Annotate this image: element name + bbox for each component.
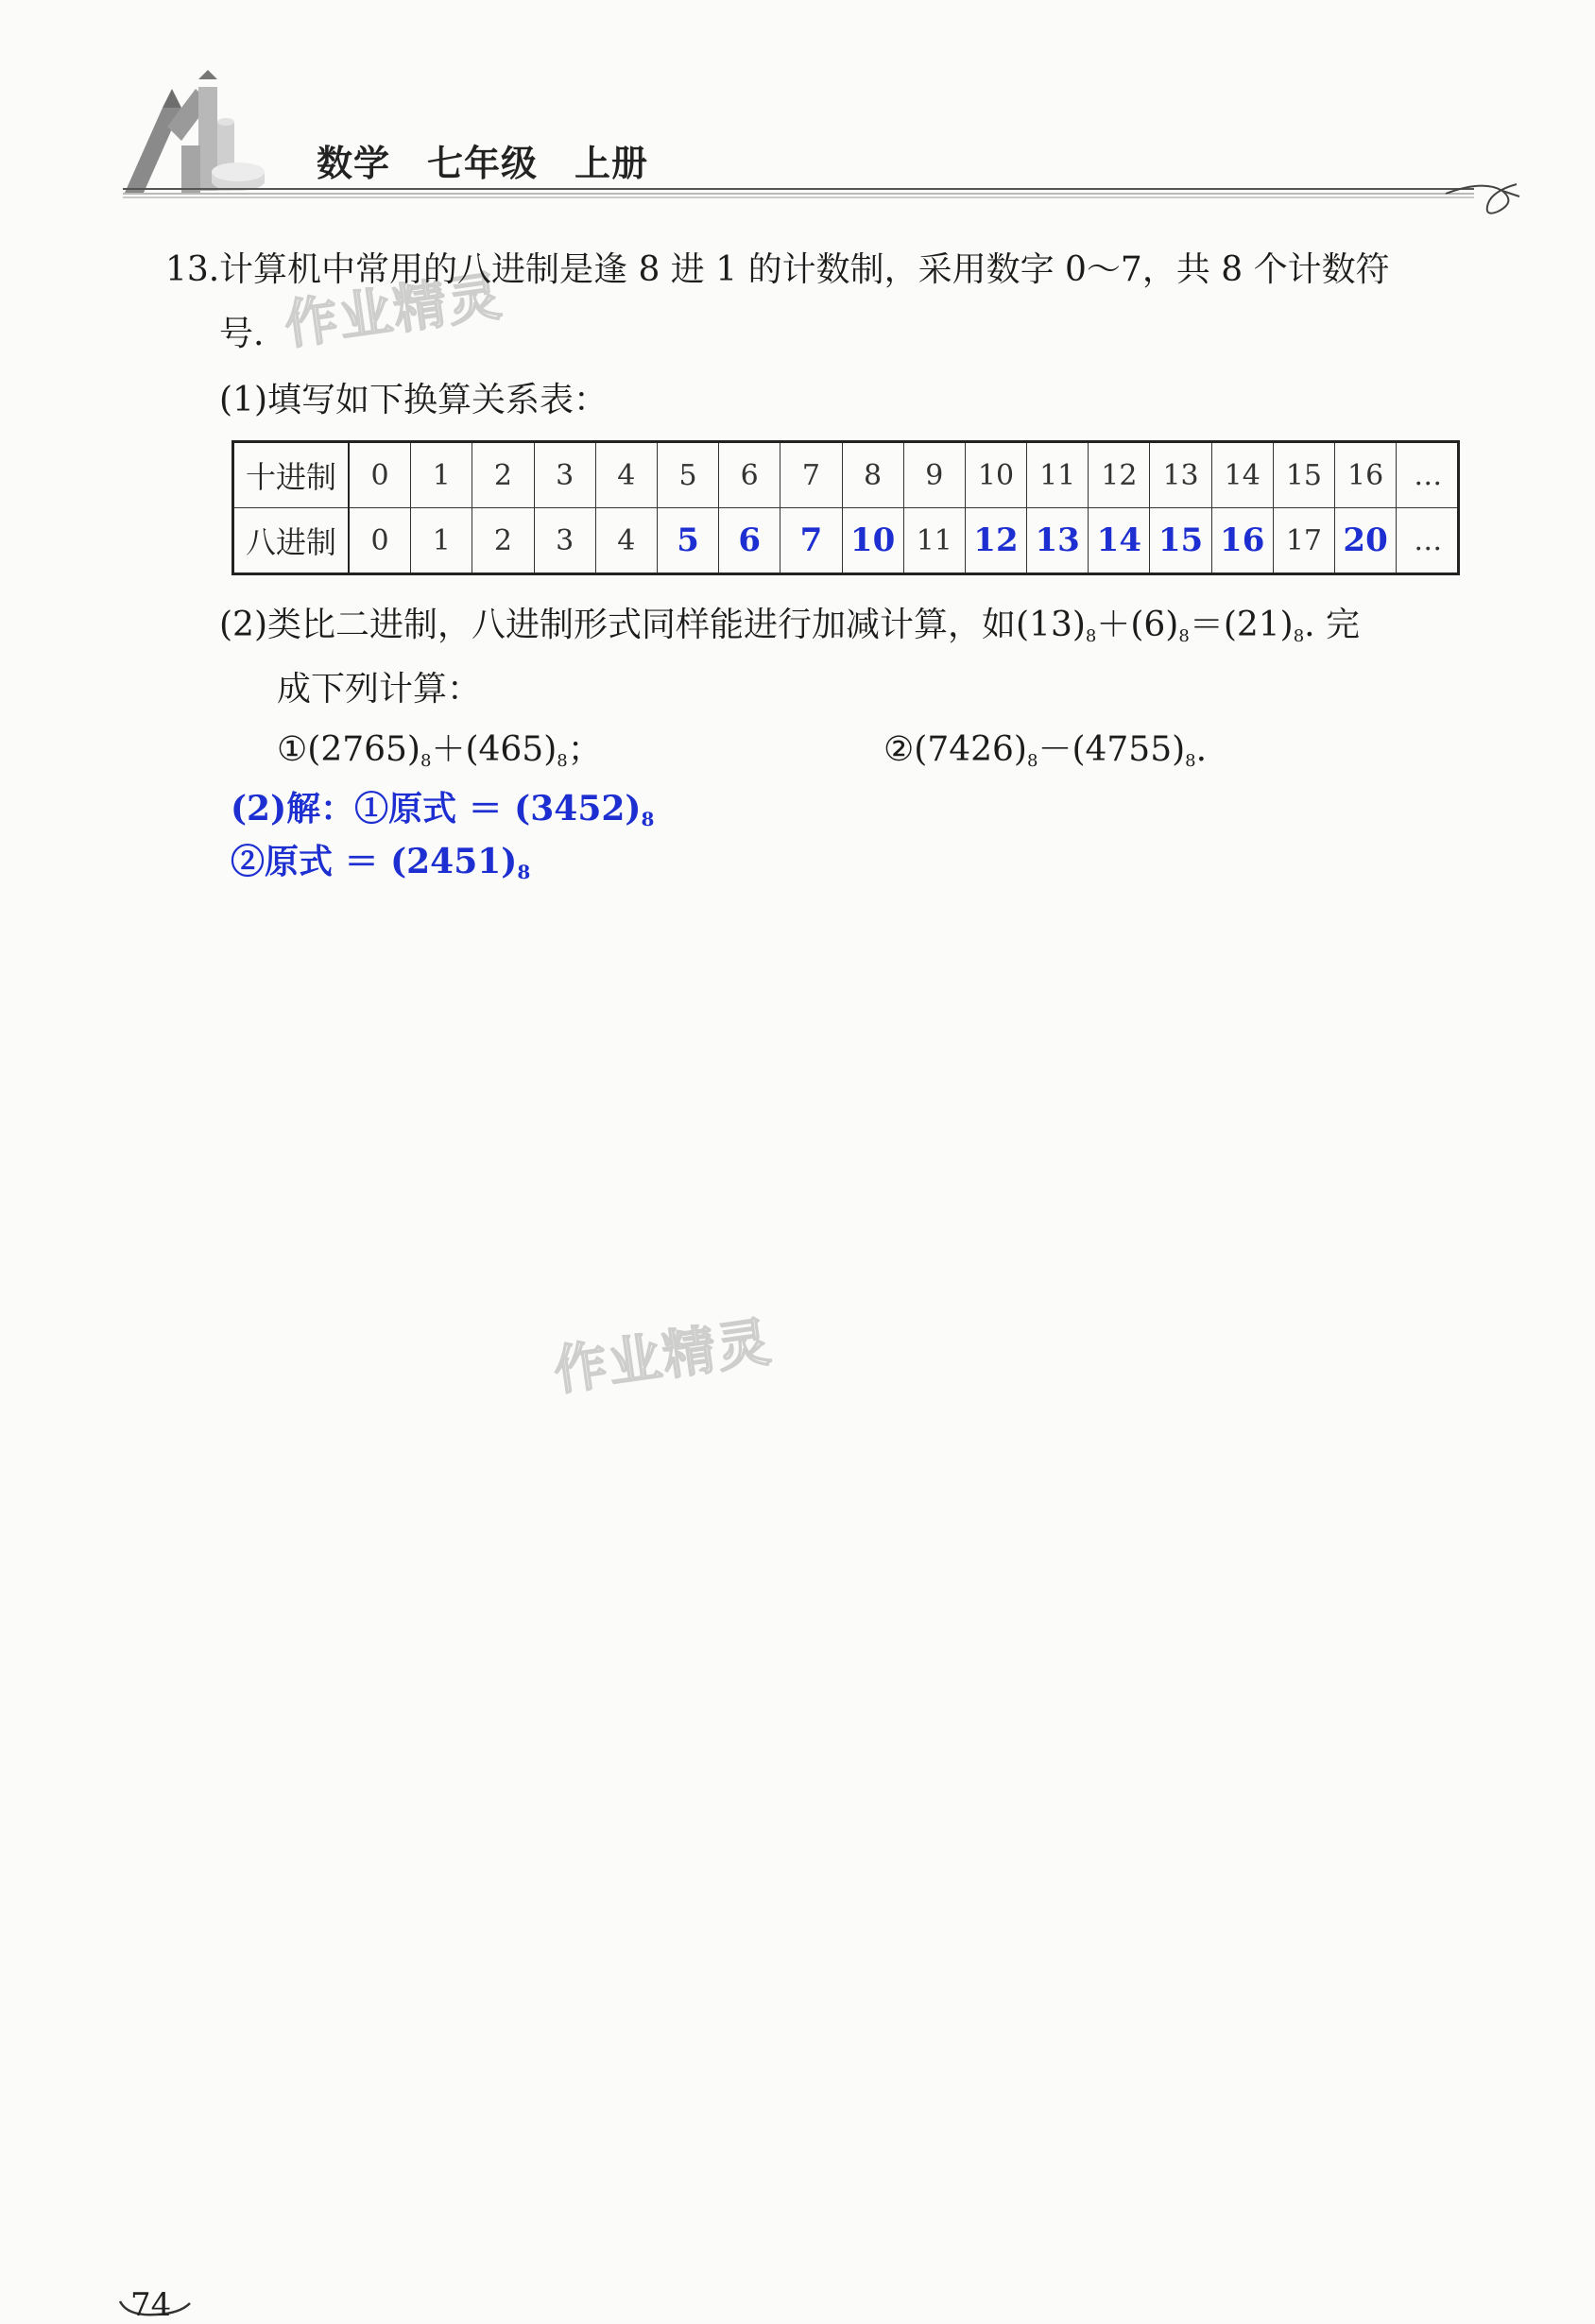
decimal-cell: 7 — [780, 442, 842, 508]
octal-cell: 20 — [1335, 508, 1397, 574]
octal-cell: 5 — [657, 508, 718, 574]
calc2-part-b: －(4755) — [1038, 730, 1186, 769]
octal-cell: 13 — [1027, 508, 1089, 574]
question-text-line2: 号. — [219, 315, 265, 353]
answer-1 — [231, 782, 654, 830]
decimal-cell: 9 — [903, 442, 965, 508]
calculation-2 — [883, 727, 1207, 784]
decimal-cell: 5 — [657, 442, 718, 508]
decimal-cell: 3 — [534, 442, 595, 508]
decimal-cell: 12 — [1089, 442, 1150, 508]
decimal-cell: 11 — [1027, 442, 1089, 508]
decimal-cell: 15 — [1273, 442, 1334, 508]
octal-cell: 17 — [1273, 508, 1334, 574]
octal-cell: 12 — [965, 508, 1026, 574]
base-subscript: 8 — [1185, 751, 1196, 771]
question-number: 13. — [165, 250, 220, 289]
page-number: 74 — [130, 2286, 172, 2324]
octal-cell: 14 — [1089, 508, 1150, 574]
row-header-decimal: 十进制 — [233, 442, 350, 508]
octal-cell: 0 — [349, 508, 411, 574]
decimal-cell: 16 — [1335, 442, 1397, 508]
calc1-part-b: ＋(465) — [431, 730, 557, 769]
base-subscript: 8 — [420, 751, 432, 771]
octal-cell: … — [1397, 508, 1459, 574]
octal-cell: 16 — [1211, 508, 1273, 574]
octal-cell: 7 — [780, 508, 842, 574]
calculation-1 — [277, 727, 602, 784]
octal-row — [233, 508, 1459, 574]
part2-text-line2: 成下列计算： — [277, 670, 482, 709]
decimal-cell: 10 — [965, 442, 1026, 508]
watermark: 作业精灵 — [550, 1311, 777, 1403]
header-rule — [123, 179, 1531, 236]
base-subscript: 8 — [641, 808, 655, 830]
octal-cell: 2 — [472, 508, 534, 574]
decimal-cell: 6 — [719, 442, 780, 508]
base-subscript: 8 — [1293, 626, 1305, 646]
octal-cell: 4 — [595, 508, 657, 574]
question-text-line1: 计算机中常用的八进制是逢 8 进 1 的计数制，采用数字 0～7，共 8 个计数符 — [219, 250, 1390, 289]
octal-cell: 15 — [1150, 508, 1211, 574]
decimal-row — [233, 442, 1459, 508]
base-subscript: 8 — [1085, 626, 1097, 646]
part2-text-d: . 完 — [1304, 606, 1361, 644]
decimal-cell: 1 — [411, 442, 472, 508]
part1-label: (1)填写如下换算关系表： — [219, 381, 608, 419]
watermark: 作业精灵 — [281, 265, 507, 357]
octal-cell: 11 — [903, 508, 965, 574]
answer-2 — [231, 835, 530, 883]
answer-1-text: (2)解：①原式 ＝ (3452) — [231, 789, 642, 829]
decimal-cell: 14 — [1211, 442, 1273, 508]
part2-text-b: ＋(6) — [1096, 606, 1179, 644]
decimal-cell: 13 — [1150, 442, 1211, 508]
part2-text-c: ＝(21) — [1189, 606, 1294, 644]
conversion-table — [232, 440, 1460, 575]
part2-text-line1 — [219, 603, 1360, 659]
answer-2-text: ②原式 ＝ (2451) — [231, 842, 518, 881]
row-header-octal: 八进制 — [233, 508, 350, 574]
decimal-cell: 2 — [472, 442, 534, 508]
base-subscript: 8 — [1026, 751, 1038, 771]
calc2-part-a: ②(7426) — [883, 730, 1027, 769]
octal-cell: 6 — [719, 508, 780, 574]
calc1-part-a: ①(2765) — [277, 730, 420, 769]
octal-cell: 10 — [842, 508, 903, 574]
calc1-part-c: ； — [567, 730, 602, 769]
header-title: 数学 七年级 上册 — [317, 143, 649, 184]
base-subscript: 8 — [1178, 626, 1190, 646]
base-subscript: 8 — [517, 861, 531, 883]
octal-cell: 1 — [411, 508, 472, 574]
decimal-cell: 0 — [349, 442, 411, 508]
decimal-cell: 8 — [842, 442, 903, 508]
octal-cell: 3 — [534, 508, 595, 574]
decimal-cell: … — [1397, 442, 1459, 508]
part2-text-a: (2)类比二进制，八进制形式同样能进行加减计算，如(13) — [219, 606, 1086, 644]
calc2-part-c: . — [1195, 730, 1208, 769]
decimal-cell: 4 — [595, 442, 657, 508]
base-subscript: 8 — [557, 751, 568, 771]
